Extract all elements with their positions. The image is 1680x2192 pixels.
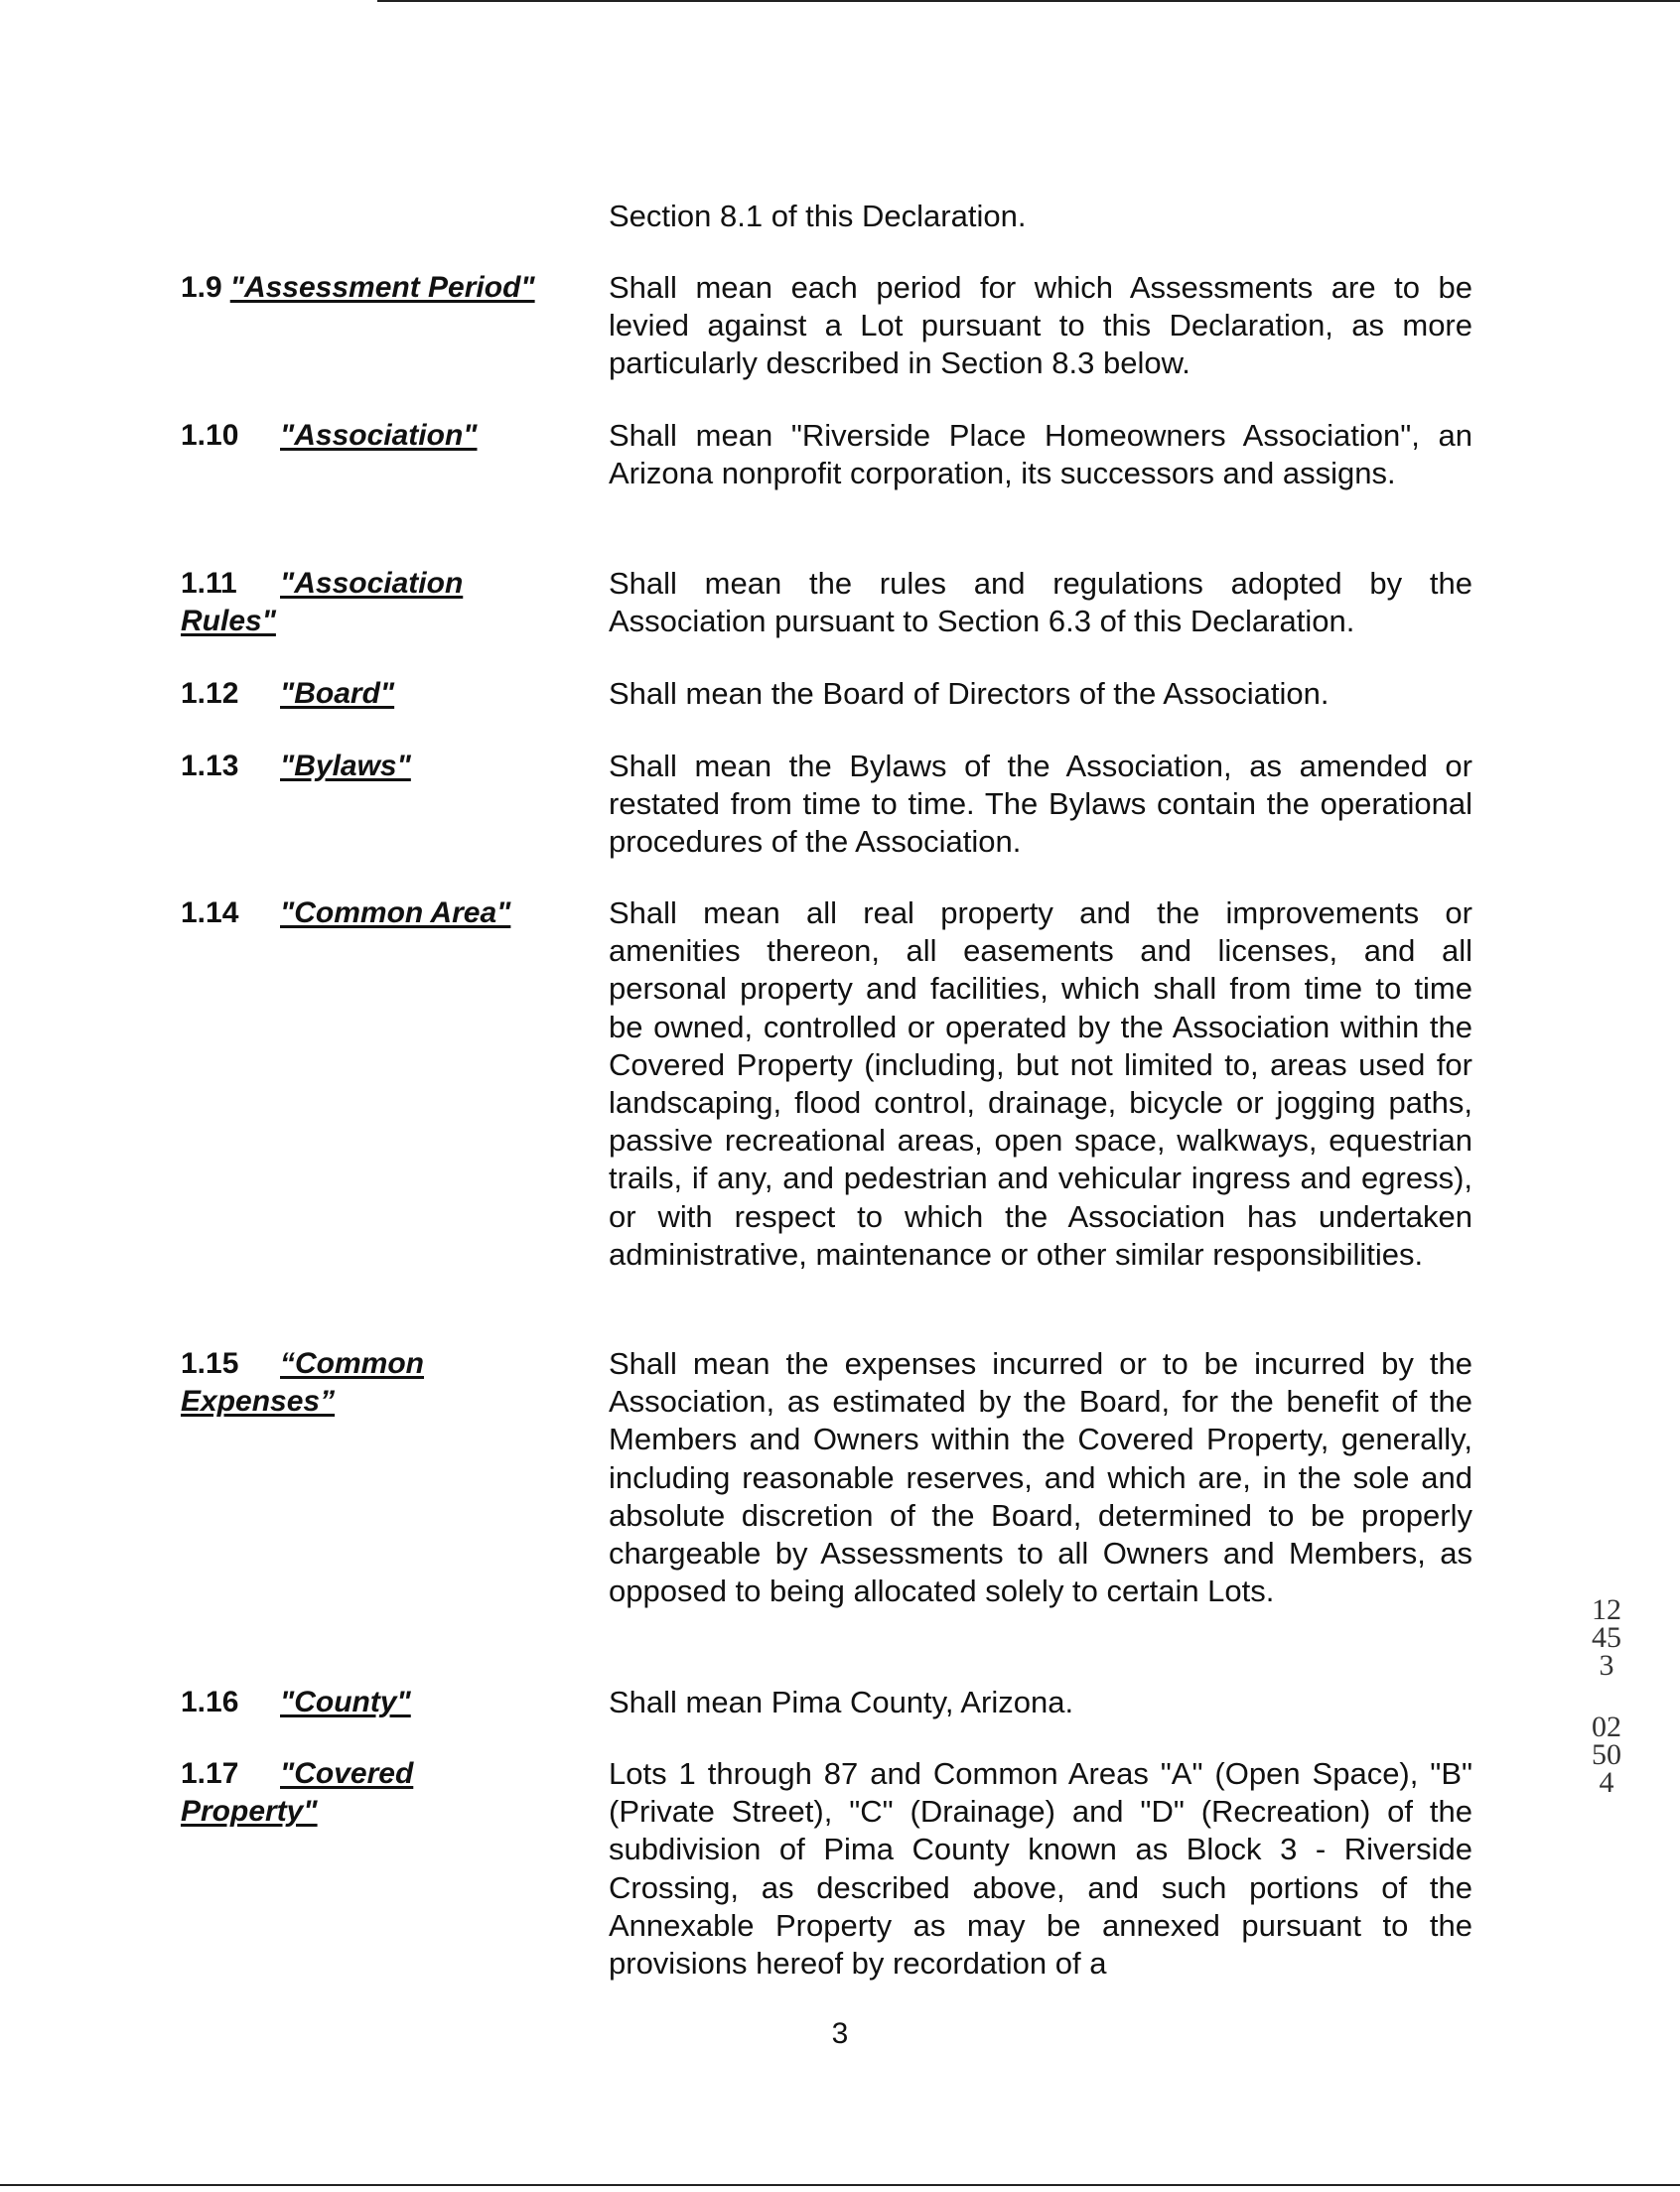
term-heading: [181, 269, 588, 307]
term-heading: [181, 748, 588, 785]
term-heading: [181, 417, 588, 455]
defined-term: "County": [280, 1686, 411, 1718]
section-number: 1.11: [181, 567, 237, 600]
recording-stamp-docket: 12453: [1592, 1593, 1621, 1682]
defined-term: “Common Expenses”: [181, 1347, 424, 1418]
page-number: 3: [831, 2017, 849, 2050]
recording-stamp-page: 02504: [1592, 1711, 1621, 1799]
definition-text: Lots 1 through 87 and Common Areas "A" (Open Space), "B" (Private Street), "C" (Drainage) and "D" (Recreation) of the subdivision of Pima County known as Block 3 - Riverside Crossing, as described above, and such portions of the Annexable Property as may be annexed pursuant to the provisions hereof by recordation of a: [609, 1756, 1472, 1982]
top-border-rule: [377, 0, 1680, 2]
section-number: 1.13: [181, 750, 239, 782]
defined-term: "Association Rules": [181, 567, 464, 637]
continued-text: Section 8.1 of this Declaration.: [609, 199, 1027, 233]
section-number: 1.10: [181, 419, 239, 452]
section-number: 1.9: [181, 271, 222, 304]
defined-term: "Association": [280, 419, 478, 452]
definition-text: Shall mean all real property and the improvements or amenities thereon, all easements and licenses, and all personal property and facilities, which shall from time to time be owned, controlled or operated by the Association within the Covered Property (including, but not limited to, areas used for landscaping, flood control, drainage, bicycle or jogging paths, passive recreational areas, open space, walkways, equestrian trails, if any, and pedestrian and vehicular ingress and egress), or with respect to which the Association has undertaken administrative, maintenance or other similar responsibilities.: [609, 895, 1472, 1272]
section-number: 1.12: [181, 677, 239, 710]
definition-text: Shall mean each period for which Assessments are to be levied against a Lot pursuant to this Declaration, as more particularly described in Section 8.3 below.: [609, 270, 1472, 381]
section-number: 1.15: [181, 1347, 239, 1380]
section-number: 1.16: [181, 1686, 239, 1718]
defined-term: "Covered Property": [181, 1757, 414, 1828]
recording-number-stamp: [1592, 1593, 1621, 1799]
definition-text: Shall mean "Riverside Place Homeowners Association", an Arizona nonprofit corporation, its successors and assigns.: [609, 418, 1472, 491]
term-heading: [181, 565, 508, 640]
bottom-border-rule: [0, 2184, 1680, 2186]
defined-term: "Bylaws": [280, 750, 411, 782]
term-heading: [181, 1684, 588, 1721]
section-number: 1.17: [181, 1757, 239, 1790]
definition-text: Shall mean the Bylaws of the Association, as amended or restated from time to time. The Bylaws contain the operational procedures of the Association.: [609, 749, 1472, 860]
defined-term: "Common Area": [280, 896, 511, 929]
defined-term: "Board": [280, 677, 395, 710]
stamp-spacer: [1592, 1680, 1621, 1713]
term-heading: [181, 894, 588, 932]
term-heading: [181, 1345, 498, 1421]
definition-text: Shall mean the expenses incurred or to be incurred by the Association, as estimated by the Board, for the benefit of the Members and Owners within the Covered Property, generally, including reasonable reserves, and which are, in the sole and absolute discretion of the Board, determined to be properly chargeable by Assessments to all Owners and Members, as opposed to being allocated solely to certain Lots.: [609, 1346, 1472, 1609]
definition-text: Shall mean the rules and regulations adopted by the Association pursuant to Section 6.3 of this Declaration.: [609, 566, 1472, 639]
term-heading: [181, 675, 588, 713]
defined-term: "Assessment Period": [229, 271, 535, 304]
section-number: 1.14: [181, 896, 239, 929]
definition-text: Shall mean the Board of Directors of the Association.: [609, 676, 1330, 711]
term-heading: [181, 1755, 498, 1831]
definition-text: Shall mean Pima County, Arizona.: [609, 1685, 1074, 1719]
